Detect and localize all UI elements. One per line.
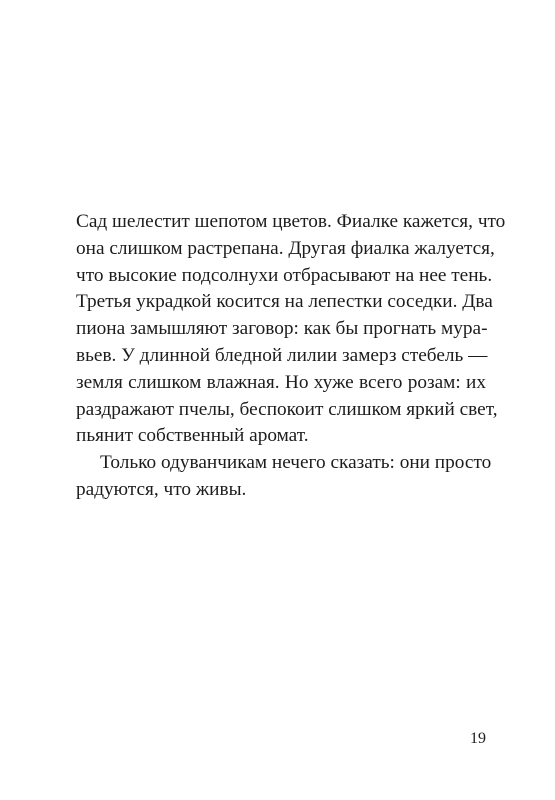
text-line: пьянит собственный аромат. [76,425,309,447]
text-line: пиона замышляют заговор: как бы прогнать мура- [76,318,488,340]
text-line: что высокие подсолнухи отбрасывают на нее тень. [76,264,493,286]
text-line: Сад шелестит шепотом цветов. Фиалке кажется, что [76,211,506,232]
text-line: вьев. У длинной бледной лилии замерз стебель — [76,344,488,366]
text-line: земля слишком влажная. Но хуже всего розам: их [76,371,486,393]
text-line: раздражают пчелы, беспокоит слишком яркий свет, [76,398,498,420]
text-line: Только одуванчикам нечего сказать: они просто [100,452,492,474]
text-line: Третья украдкой косится на лепестки соседки. Два [76,291,493,313]
body-text [76,209,506,504]
paragraph-2 [76,450,492,504]
page-number: 19 [470,730,486,747]
paragraph-1 [76,209,506,450]
text-line: она слишком растрепана. Другая фиалка жалуется, [76,237,495,259]
text-line: радуются, что живы. [76,478,247,500]
